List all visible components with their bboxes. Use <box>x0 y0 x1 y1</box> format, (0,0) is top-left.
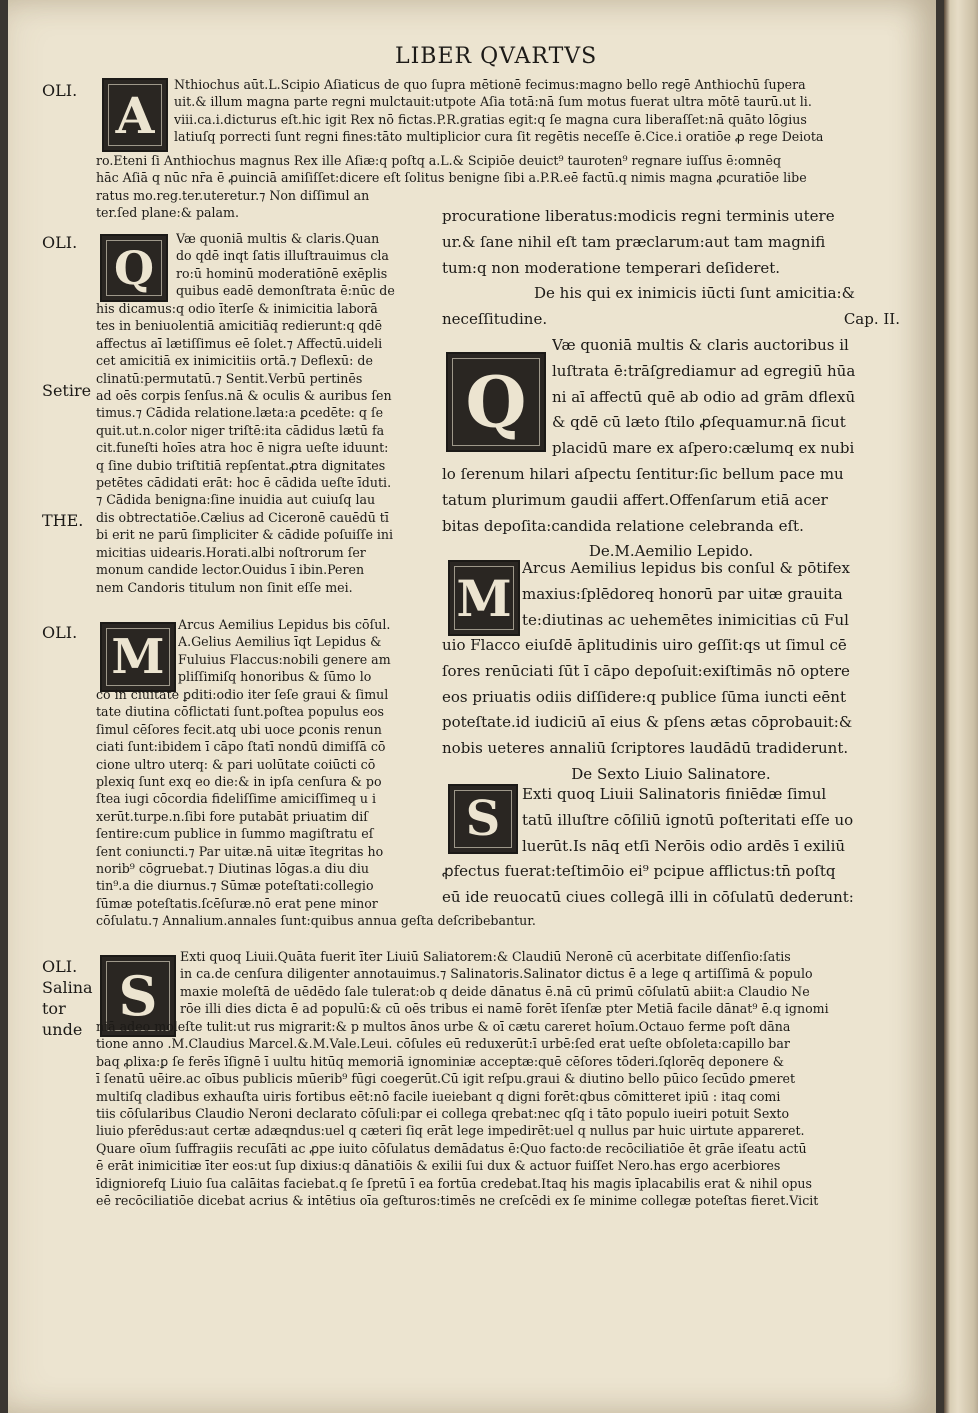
main-text-lepidus-body: uio Flacco eiuſdē āplitudinis uiro geſſit:qs ut ſimul cē ſores renūciati ſūt ī cāpo depoſuit:exiſtimās nō optere eos priuatis odiis diſſidere:q publice ſūma iuncti eēnt poteſtate.id iudiciū aī eius & pſens ætas cōprobauit:& nobis ueteres annaliū ſcriptores laudādū tradiderunt. De Sexto Liuio Salinatore. <box>442 633 900 788</box>
decorated-initial: M <box>100 622 176 692</box>
main-text-intro: procuratione liberatus:modicis regni terminis utere ur.& ſane nihil eſt tam præclarum:aut tam magnifi tum:q non moderatione temperari deſideret. De his qui ex inimicis iūcti ſunt amicitia:& neceſſitudine. Cap. II. <box>442 204 900 333</box>
top-commentary-cont: ro.Eteni ſi Anthiochus magnus Rex ille Aſiæ:q poſtq a.L.& Scipiōe deuict⁹ tauroten⁹ regnare iuſſus ē:omnēq hāc Aſiā q nūc nr̄a ē ꝓuinciā amiſiſſet:dicere eſt ſolitus benigne ſibi a.P.R.eē factū.q nimis magna ꝓcuratiōe libe ratus mo.reg.ter.uteretur.⁊ Non diſſimul an ter.ſed plane:& palam. <box>96 153 807 221</box>
chapter-number: Cap. II. <box>843 310 900 329</box>
decorated-initial: S <box>100 955 176 1037</box>
margin-note-the: THE. <box>42 511 84 530</box>
left-commentary-m: Arcus Aemilius Lepidus bis cōſul. A.Gelius Aemilius īqt Lepidus & Fuluius Flaccus:nobili genere am pliſſimiſq honoribus & ſūmo lo <box>178 617 391 685</box>
decorated-initial: M <box>448 560 520 636</box>
decorated-initial: Q <box>446 352 546 452</box>
left-commentary: Væ quoniā multis & claris.Quan do qdē inqt ſatis illuſtrauimus cla ro:ū hominū moderatiōnē exēplis quibus eadē demonſtrata ē:nūc de <box>176 231 395 299</box>
left-commentary-body: his dicamus:q odio īterſe & inimicitia laborā tes in beniuolentiā amicitiāq redierunt:q qdē affectus aī lætiſſimus eē ſolet.⁊ Affectū.uideli cet amicitiā ex inimicitiis ortā.⁊ Deflexū: de clinatū:permutatū.⁊ Sentit.Verbū pertinēs ad oēs corpis ſenſus.nā & oculis & auribus ſen timus.⁊ Cādida relatione.læta:a ꝑcedēte: q ſe quit.ut.n.color niger triſtē:ita cādidus lætū fa cit.funeſti hoīes atra hoc ē nigra ueſte iduunt: q ſine dubio triſtitiā repſentat.ꝓtra dignitates petētes cādidati erāt: hoc ē cādida ueſte īduti. ⁊ Cādida benigna:ſine inuidia aut cuiuſq lau dis obtrectatiōe.Cælius ad Ciceronē cauēdū tī bi erit ne parū ſimpliciter & cādide poſuiſſe ini micitias uidearis.Horati.albi noſtrorum ſer monum candide lector.Ouidus ī ibin.Peren nem Candoris titulum non ſinit eſſe mei. <box>96 301 394 595</box>
running-head: LIBER QVARTVS <box>395 44 598 69</box>
top-commentary: Nthiochus aūt.L.Scipio Aſiaticus de quo ſupra mētionē fecimus:magno bello regē Anthiochū ſupera uit.& illum magna parte regni mulctauit:utpote Aſia totā:nā ſum motus fuerat ultra mōtē taurū.ut li. viii.ca.i.dicturus eſt.hic igit Rex nō fictas.P.R.gratias egit:q ſe magna cura liberaſſet:nā quāto lōgius latiuſq porrecti ſunt regni fines:tāto multiplicior cura ſit regētis neceſſe ē.Cice.i oratiōe ꝓ rege Deiota <box>174 77 824 145</box>
section-heading: De.M.Aemilio Lepido. <box>588 542 754 561</box>
margin-note-oli: OLI. <box>42 81 78 100</box>
margin-note-setire: Setire <box>42 381 92 400</box>
margin-note-oli: OLI. <box>42 233 78 252</box>
bottom-commentary-body: niā adeo moleſte tulit:ut rus migrarit:& p multos ānos urbe & oī cætu careret hoīum.Octauo ferme poſt dāna tione anno .M.Claudius Marcel.&.M.Vale.Leui. cōſules eū reduxerūt:ī urbē:ſed erat ueſte obſoleta:capillo bar baq ꝓlixa:ꝑ ſe ferēs īſignē ī uultu hitūq memoriā ignominiæ acceptæ:quē cēſores tōderi.ſqlorēq deponere & ī ſenatū uēire.ac oībus publicis mūerib⁹ fūgi coegerūt.Cū igit reſpu.graui & diutino bello pūico ſecūdo ꝑmeret multiſq cladibus exhauſta uiris fortibus eēt:nō facile iueiebant q digni forēt:qbus cōmitteret ipiū : itaq comi tiis cōſularibus Claudio Neroni declarato cōſuli:par ei collega qrebat:nec qſq i tāto populo iueiri potuit Sexto liuio pferēdus:aut certæ adæqndus:uel q cæteri ſiq erāt lege impedirēt:uel q nullus par huic uirtute appareret. Quare oīum ſuffragiis recuſāti ac ꝓpe iuito cōſulatus demādatus ē:Quo facto:de recōciliatiōe ēt grāe iſeatu actū ē erāt inimicitiæ īter eos:ut ſup dixius:q dānatiōis & exilii ſui dux & actuor fuiſſet Nero.has ergo acerbiores īdigniorefq Liuio ſua calāitas faciebat.q ſe ſpretū ī ea fortūa credebat.Itaq his magis īplacabilis erat & nihil opus eē recōciliatiōe dicebat acrius & intētius oīa geſturos:timēs ne creſcēdi ex ſe minime collegæ poteſtas fieret.Vicit <box>96 1019 819 1209</box>
bottom-commentary-initial-block: Exti quoq Liuii.Quāta fuerit īter Liuiū Saliatorem:& Claudiū Neronē cū acerbitate diſſenſio:ſatis in ca.de cenſura diligenter annotauimus.⁊ Salinatoris.Salinator dictus ē a lege q artiſſimā & populo maxie moleſtā de uēdēdo ſale tulerat:ob q deide dānatus ē.nā cū primū cōſulatū abiit:a Claudio Ne rōe illi dies dicta ē ad populū:& cū oēs tribus ei namē forēt īſenſæ pter Metiā facile dānat⁹ ē.q ignomi <box>180 949 829 1017</box>
main-text-lepidus-initial-block: Arcus Aemilius lepidus bis conſul & pōtifex maxius:ſplēdoreq honorū par uitæ grauita te:diutinas ac uehemētes inimicitias cū Ful <box>522 559 850 629</box>
section-heading: De Sexto Liuio Salinatore. <box>571 764 771 783</box>
main-text-salinator-body: ꝓfectus fuerat:teſtimōio ei⁹ pcipue afflictus:tn̄ poſtq eū ide reuocatū ciues collegā illi in cōſulatū dederunt: <box>442 862 854 906</box>
decorated-initial: A <box>102 78 168 152</box>
chapter-heading: De his qui ex inimicis iūcti ſunt amicitia:& <box>534 284 855 303</box>
decorated-initial: Q <box>100 234 168 302</box>
page-edge <box>944 0 978 1413</box>
chapter-heading-line: neceſſitudine. Cap. II. <box>442 307 900 333</box>
main-text-ch2-initial-block: Væ quoniā multis & claris auctoribus il luſtrata ē:trāſgrediamur ad egregiū hūa ni aī affectū quē ab odio ad grām dflexū & qdē cū læto ſtilo ꝓſequamur.nā ſicut placidū mare ex aſpero:cælumq ex nubi <box>552 336 856 458</box>
main-text-ch2-body: lo ſerenum hilari aſpectu ſentitur:ſic bellum pace mu tatum plurimum gaudii affert.Offenſarum etiā acer bitas depoſita:candida relatione celebranda eſt. De.M.Aemilio Lepido. <box>442 462 900 565</box>
margin-note-oli-salinator: OLI. Salina tor unde <box>42 957 93 1039</box>
main-text-salinator-initial-block: Exti quoq Liuii Salinatoris finiēdæ ſimul tatū illuſtre cōſiliū ignotū poſteritati eſſe uo luerūt.Is nāq etſi Nerōis odio ardēs ī exiliū <box>522 785 854 855</box>
decorated-initial: S <box>448 784 518 854</box>
margin-note-oli: OLI. <box>42 623 78 642</box>
left-commentary-m-body: co in ciuitate ꝑditi:odio iter ſeſe graui & ſimul tate diutina cōflictati ſunt.poſtea populus eos ſimul cēſores fecit.atq ubi uoce ꝑconis renun ciati ſunt:ibidem ī cāpo ſtatī nondū dimiſſā cō cione ultro uterq: & pari uolūtate coiūcti cō plexiq ſunt exq eo die:& in ipſa cenſura & po ſtea iugi cōcordia fideliſſime amiciſſimeq u i xerūt.turpe.n.ſibi fore putabāt priuatim diſ ſentire:cum publice in ſummo magiſtratu eſ ſent coniuncti.⁊ Par uitæ.nā uitæ ītegritas ho norib⁹ cōgruebat.⁊ Diutinas lōgas.a diu diu tin⁹.a die diurnus.⁊ Sūmæ poteſtati:collegio ſūmæ poteſtatis.ſcēſuræ.nō erat pene minor cōſulatu.⁊ Annalium.annales ſunt:quibus annua geſta deſcribebantur. <box>96 687 536 929</box>
